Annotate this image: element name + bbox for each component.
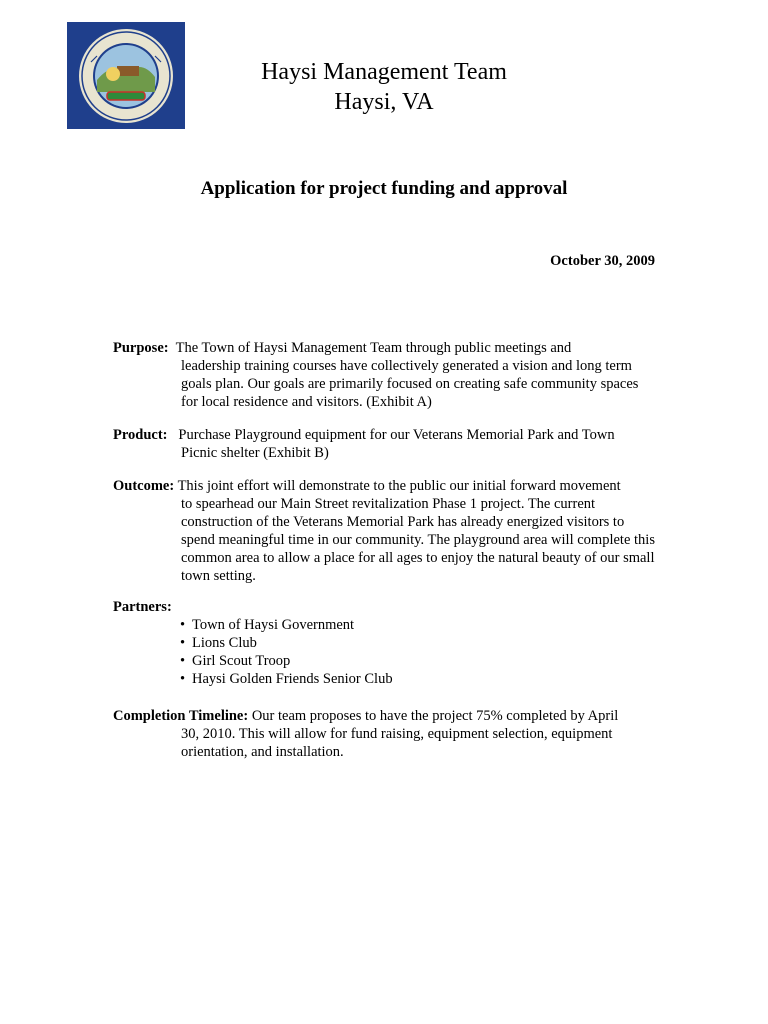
outcome-section bbox=[113, 477, 658, 585]
purpose-text: leadership training courses have collectively generated a vision and long term goals plan. Our goals are primarily focused on creating safe community spaces for local residence and visitors. (Exhibit A) bbox=[181, 358, 639, 410]
purpose-section bbox=[113, 339, 658, 411]
timeline-text: 30, 2010. This will allow for fund raising, equipment selection, equipment orientation, and installation. bbox=[181, 726, 613, 760]
document-date: October 30, 2009 bbox=[550, 253, 655, 269]
timeline-section bbox=[113, 707, 658, 761]
town-seal-logo bbox=[67, 22, 185, 129]
product-section bbox=[113, 426, 658, 462]
partner-item: • Girl Scout Troop bbox=[176, 652, 658, 670]
timeline-label: Completion Timeline: bbox=[113, 708, 249, 724]
partner-item: • Lions Club bbox=[176, 634, 658, 652]
outcome-first-line: This joint effort will demonstrate to the public our initial forward movement bbox=[177, 478, 621, 494]
partners-section bbox=[113, 598, 658, 688]
outcome-text: to spearhead our Main Street revitalization Phase 1 project. The current construction of the Veterans Memorial Park has already energized visitors to spend meaningful time in our community. The playground area will complete this common area to allow a place for all ages to enjoy the natural beauty of our small town setting. bbox=[181, 496, 655, 584]
organization-name: Haysi Management Team bbox=[261, 59, 507, 85]
timeline-first-line: Our team proposes to have the project 75% completed by April bbox=[251, 708, 619, 724]
partner-item: • Town of Haysi Government bbox=[176, 616, 658, 634]
product-first-line: Purchase Playground equipment for our Veterans Memorial Park and Town bbox=[178, 427, 615, 443]
product-label: Product: bbox=[113, 427, 168, 443]
product-text: Picnic shelter (Exhibit B) bbox=[181, 445, 329, 461]
partners-label: Partners: bbox=[113, 599, 172, 615]
outcome-label: Outcome: bbox=[113, 478, 175, 494]
organization-location: Haysi, VA bbox=[334, 89, 434, 115]
purpose-label: Purpose: bbox=[113, 340, 169, 356]
document-title: Application for project funding and approval bbox=[200, 178, 568, 199]
partner-item: • Haysi Golden Friends Senior Club bbox=[176, 670, 658, 688]
partners-list bbox=[113, 616, 658, 688]
purpose-first-line: The Town of Haysi Management Team through public meetings and bbox=[175, 340, 572, 356]
seal-emblem bbox=[67, 22, 185, 129]
